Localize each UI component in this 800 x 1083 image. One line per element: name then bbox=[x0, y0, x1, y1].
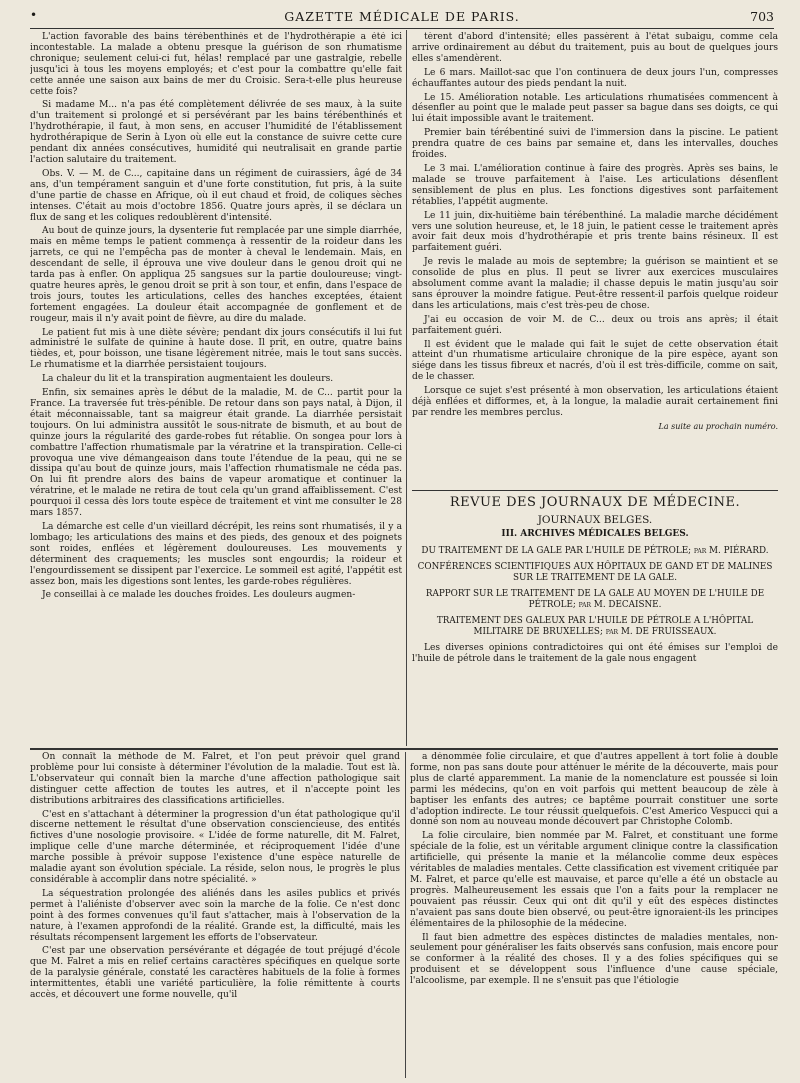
paragraph: Lorsque ce sujet s'est présenté à mon observation, les articulations étaient déjà enflées et difformes, et, à la longue, la maladie aurait certainement fini par rendre les membres perclus. bbox=[412, 386, 778, 418]
column-1 bbox=[30, 32, 402, 744]
paragraph: Obs. V. — M. de C..., capitaine dans un régiment de cuirassiers, âgé de 34 ans, d'un tempérament sanguin et d'une forte constitution, fut pris, à la suite d'une partie de chasse en Afrique, où il eut chaud et froid, de coliques sèches intenses. C'était au mois d'octobre 1856. Quatre jours après, il se déclara un flux de sang et les coliques redoublèrent d'intensité. bbox=[30, 168, 402, 223]
column-2 bbox=[412, 32, 778, 488]
column-5 bbox=[410, 752, 778, 1078]
paragraph: On connaît la méthode de M. Falret, et l'on peut prévoir quel grand problème pour lui consiste à déterminer l'évolution de la maladie. Tout est là. L'observateur qui connaît bien la marche d'une affection pathologique sait distinguer cette affection de toutes les autres, et il n'accepte point les distributions arbitraires des classifications artificielles. bbox=[30, 752, 400, 806]
header-bullet: • bbox=[30, 8, 38, 22]
journal-title: GAZETTE MÉDICALE DE PARIS. bbox=[284, 9, 520, 24]
review-section bbox=[412, 492, 778, 744]
paragraph: a dénommée folie circulaire, et que d'autres appellent à tort folie à double forme, non pas sans doute pour atténuer le mérite de la découverte, mais pour plus de clarté apparemment. La manie de la nomenclature est poussée si loin parmi les médecins, qu'on en voit parfois qui mettent beaucoup de zèle à baptiser les enfants des autres; ce baptême pourrait constituer une sorte d'adoption indirecte. Le tour réussit quelquefois. C'est Americo Vespucci qui a donné son nom au nouveau monde découvert par Christophe Colomb. bbox=[410, 752, 778, 828]
article-title: CONFÉRENCES SCIENTIFIQUES AUX HÔPITAUX DE GAND ET DE MALINES SUR LE TRAITEMENT DE LA GALE. bbox=[417, 562, 773, 583]
paragraph: Premier bain térébentiné suivi de l'immersion dans la piscine. Le patient prendra quatre de ces bains par semaine et, dans les intervalles, douches froides. bbox=[412, 128, 778, 161]
paragraph: J'ai eu occasion de voir M. de C... deux ou trois ans après; il était parfaitement guéri. bbox=[412, 314, 778, 336]
paragraph: La séquestration prolongée des aliénés dans les asiles publics et privés permet à l'aliéniste d'observer avec soin la marche de la folie. Ce n'est donc point à des formes convenues qu'il faut s'attacher, mais à l'observation de la nature, à l'examen approfondi de la réalité. Grande est, la difficulté, mais les résultats récompensent largement les efforts de l'observateur. bbox=[30, 888, 400, 943]
article-title: TRAITEMENT DES GALEUX PAR L'HUILE DE PÉTROLE A L'HÔPITAL MILITAIRE DE BRUXELLES; par M. DE FRUISSEAUX. bbox=[436, 616, 754, 637]
article-title: RAPPORT SUR LE TRAITEMENT DE LA GALE AU MOYEN DE L'HUILE DE PÉTROLE; par M. DECAISNE. bbox=[425, 589, 765, 610]
paragraph: Le 6 mars. Maillot-sac que l'on continuera de deux jours l'un, compresses échauffantes autour des pieds pendant la nuit. bbox=[412, 67, 778, 89]
paragraph: tèrent d'abord d'intensité; elles passèrent à l'état subaigu, comme cela arrive ordinairement au début du traitement, puis au bout de quelques jours elles s'amendèrent. bbox=[412, 32, 778, 64]
page-number: 703 bbox=[750, 9, 774, 24]
article-title: DU TRAITEMENT DE LA GALE PAR L'HUILE DE PÉTROLE; par M. PIÉRARD. bbox=[421, 545, 769, 556]
paragraph: Le 15. Amélioration notable. Les articulations rhumatisées commencent à désenfler au point que le malade peut passer sa bague dans ses doigts, ce qui lui était impossible avant le traitement. bbox=[412, 92, 778, 125]
paragraph: Le 3 mai. L'amélioration continue à faire des progrès. Après ses bains, le malade se trouve parfaitement à l'aise. Les articulations désenflent sensiblement de plus en plus. Les fonctions digestives sont parfaitement rétablies, l'appétit augmente. bbox=[412, 163, 778, 207]
paragraph: Si madame M... n'a pas été complètement délivrée de ses maux, à la suite d'un traitement si prolongé et si persévérant par les bains térébenthinés et l'hydrothérapie, il faut, à mon sens, en accuser l'humidité de l'établissement hydrothérapique de Serin à Lyon où elle eut la constance de suivre cette cure pendant dix années consécutives, humidité qui neutralisait en grande partie l'action salutaire du traitement. bbox=[30, 100, 402, 165]
paragraph: Enfin, six semaines après le début de la maladie, M. de C... partit pour la France. La traversée fut très-pénible. De retour dans son pays natal, à Dijon, il était méconnaissable, tant sa maigreur était grande. La diarrhée persistait toujours. On lui administra aussitôt le sous-nitrate de bismuth, et au bout de quinze jours la régularité des garde-robes fut rétablie. On songea pour lors à combattre l'affection rhumatismale par la vératrine et la transpiration. Celle-ci provoqua une vive démangeaison dans toute l'étendue de la peau, qui ne se dissipa qu'au bout de quinze jours, mais l'affection rhumatismale ne céda pas. On lui fit prendre alors des bains de vapeur aromatique et continuer la vératrine, et le malade ne retira de tout cela qu'un grand affaiblissement. C'est pourquoi il cessa dès lors toute espèce de traitement et vint me consulter le 28 mars 1857. bbox=[30, 388, 402, 519]
paragraph: Les diverses opinions contradictoires qui ont été émises sur l'emploi de l'huile de pétrole dans le traitement de la gale nous engagent bbox=[412, 643, 778, 665]
review-subtitle: JOURNAUX BELGES. bbox=[537, 513, 653, 526]
paragraph: Je revis le malade au mois de septembre; la guérison se maintient et se consolide de plus en plus. Il peut se livrer aux exercices musculaires absolument comme avant la maladie; il chasse depuis le matin jusqu'au soir sans éprouver la moindre fatigue. Peut-être ressent-il parfois quelque roideur dans les articulations, mais c'est très-peu de chose. bbox=[412, 257, 778, 311]
column-divider-lower bbox=[405, 752, 406, 1078]
section-divider bbox=[412, 490, 778, 491]
review-section-heading: III. ARCHIVES MÉDICALES BELGES. bbox=[501, 528, 689, 539]
continuation-note: La suite au prochain numéro. bbox=[658, 421, 778, 431]
paragraph: Au bout de quinze jours, la dysenterie fut remplacée par une simple diarrhée, mais en même temps le patient commença à ressentir de la roideur dans les jarrets, ce qui ne l'empêcha pas de monter à cheval le lendemain. Mais, en descendant de selle, il éprouva une vive douleur dans le genou droit qui ne tarda pas à enfler. On appliqua 25 sangsues sur la partie douloureuse; vingt-quatre heures après, le genou droit se prit à son tour, et enfin, dans l'espace de trois jours, toutes les articulations, celles des hanches exceptées, étaient fortement engagées. La douleur était accompagnée de gonflement et de rougeur, mais il n'y avait point de fièvre, au dire du malade. bbox=[30, 226, 402, 324]
paragraph: L'action favorable des bains térébenthinés et de l'hydrothérapie a été ici incontestable. La malade a obtenu presque la guérison de son rhumatisme chronique; seulement celui-ci fut, hélas! remplacé par une gastralgie, rebelle jusqu'ici à tous les moyens employés; et c'est pour la combattre qu'elle fait cette année une saison aux bains de mer du Croisic. Sera-t-elle plus heureuse cette fois? bbox=[30, 32, 402, 97]
page-header bbox=[30, 6, 774, 29]
review-title: REVUE DES JOURNAUX DE MÉDECINE. bbox=[449, 495, 741, 510]
column-4 bbox=[30, 752, 400, 1078]
column-divider bbox=[406, 30, 407, 746]
paragraph: Le patient fut mis à une diète sévère; pendant dix jours consécutifs il lui fut administré le sulfate de quinine à haute dose. Il prit, en outre, quatre bains tièdes, et, pour boisson, une tisane légèrement nitrée, mais le tout sans succès. Le rhumatisme et la diarrhée persistaient toujours. bbox=[30, 327, 402, 371]
paragraph: C'est en s'attachant à déterminer la progression d'un état pathologique qu'il discerne nettement le résultat d'une observation consciencieuse, des entités fictives d'une nosologie provisoire. « L'idée de forme naturelle, dit M. Falret, implique celle d'une marche déterminée, et réciproquement l'idée d'une marche possible à prévoir suppose l'existence d'une espèce naturelle de maladie ayant son évolution spéciale. La réside, selon nous, le progrès le plus considérable à accomplir dans notre spécialité. » bbox=[30, 809, 400, 885]
paragraph: Il faut bien admettre des espèces distinctes de maladies mentales, non-seulement pour généraliser les faits observés sans confusion, mais encore pour se conformer à la réalité des choses. Il y a des folies spécifiques qui se produisent et se développent sous l'influence d'une cause spéciale, l'alcoolisme, par exemple. Il ne s'ensuit pas que l'étiologie bbox=[410, 932, 778, 987]
paragraph: La démarche est celle d'un vieillard décrépit, les reins sont rhumatisés, il y a lombago; les articulations des mains et des pieds, des genoux et des poignets sont roides, enflées et légèrement douloureuses. Les mouvements y déterminent des craquements; les muscles sont engourdis; la roideur et l'engourdissement se dissipent par l'exercice. Le sommeil est agité, l'appétit est assez bon, mais les digestions sont lentes, les garde-robes régulières. bbox=[30, 521, 402, 587]
paragraph: Il est évident que le malade qui fait le sujet de cette observation était atteint d'un rhumatisme articulaire chronique de la pire espèce, ayant son siége dans les tissus fibreux et nacrés, d'où il est très-difficile, comme on sait, de le chasser. bbox=[412, 339, 778, 383]
paragraph: Je conseillai à ce malade les douches froides. Les douleurs augmen- bbox=[42, 590, 356, 601]
paragraph: La folie circulaire, bien nommée par M. Falret, et constituant une forme spéciale de la folie, est un véritable argument clinique contre la classification artificielle, qui présente la manie et la mélancolie comme deux espèces véritables de maladies mentales. Cette classification est vivement critiquée par M. Falret, et parce qu'elle est mauvaise, et parce qu'elle a été un obstacle au progrès. Malheureusement les essais que l'on a faits pour la remplacer ne pouvaient pas réussir. Ceux qui ont dit qu'il y eût des espèces distinctes n'avaient pas sans doute bien observé, ou peut-être ignoraient-ils les principes élémentaires de la philosophie de la médecine. bbox=[410, 831, 778, 929]
paragraph: Le 11 juin, dix-huitième bain térébenthiné. La maladie marche décidément vers une solution heureuse, et, le 18 juin, le patient cesse le traitement après avoir fait deux mois d'hydrothérapie et pris trente bains résineux. Il est parfaitement guéri. bbox=[412, 210, 778, 254]
paragraph: C'est par une observation persévérante et dégagée de tout préjugé d'école que M. Falret a mis en relief certains caractères spécifiques en quelque sorte de la paralysie générale, constaté les caractères habituels de la folie à formes intermittentes, établi une variété particulière, la folie rémittente à courts accès, et découvert une forme nouvelle, qu'il bbox=[30, 946, 400, 1001]
paragraph: La chaleur du lit et la transpiration augmentaient les douleurs. bbox=[42, 374, 334, 385]
page-divider bbox=[30, 748, 778, 750]
